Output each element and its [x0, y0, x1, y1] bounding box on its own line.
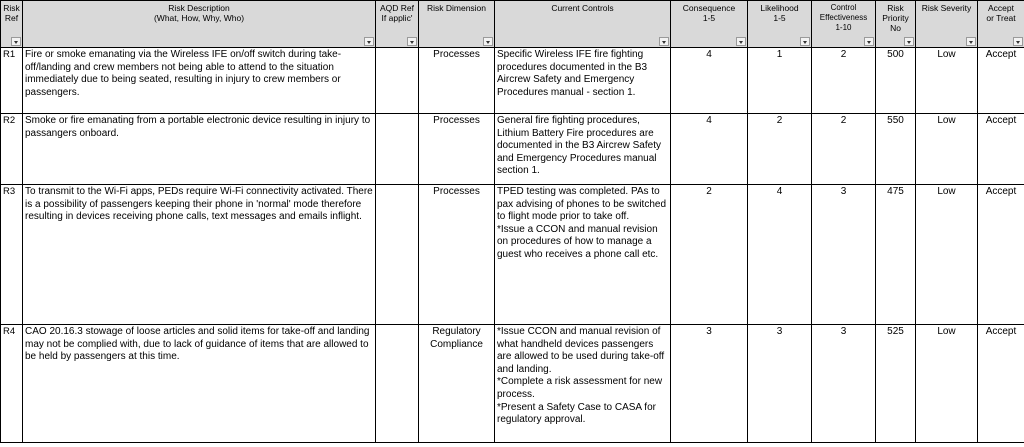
- filter-dropdown-icon[interactable]: [800, 37, 810, 46]
- risk-ref-cell[interactable]: R2: [1, 114, 23, 185]
- accept-or-treat-cell[interactable]: Accept: [978, 48, 1024, 114]
- likelihood-cell[interactable]: 1: [748, 48, 812, 114]
- consequence-cell[interactable]: 4: [671, 48, 748, 114]
- likelihood-cell[interactable]: 2: [748, 114, 812, 185]
- filter-dropdown-icon[interactable]: [483, 37, 493, 46]
- risk-description-cell[interactable]: CAO 20.16.3 stowage of loose articles and solid items for take-off and landing may not be complied with, due to lack of guidance of items that are allowed to be held by passengers at this time.: [23, 325, 376, 443]
- header-control-effectiveness: Control Effectiveness 1-10: [812, 1, 876, 48]
- risk-description-cell[interactable]: Fire or smoke emanating via the Wireless IFE on/off switch during take-off/landing and crew members not being able to attend to the situation immediately due to being seated, resulting in injury to crew members or passengers.: [23, 48, 376, 114]
- filter-dropdown-icon[interactable]: [1013, 37, 1023, 46]
- aqd-ref-cell[interactable]: [376, 185, 419, 325]
- accept-or-treat-cell[interactable]: Accept: [978, 114, 1024, 185]
- table-row: [1, 325, 1024, 443]
- table-row: [1, 114, 1024, 185]
- risk-description-cell[interactable]: To transmit to the Wi-Fi apps, PEDs require Wi-Fi connectivity activated. There is a possibility of passengers keeping their phone in 'normal' mode therefore resulting in devices receiving phone calls, text messages and emails inflight.: [23, 185, 376, 325]
- risk-priority-cell[interactable]: 525: [876, 325, 916, 443]
- header-risk-dimension: Risk Dimension: [419, 1, 495, 48]
- aqd-ref-cell[interactable]: [376, 325, 419, 443]
- risk-ref-cell[interactable]: R3: [1, 185, 23, 325]
- risk-description-cell[interactable]: Smoke or fire emanating from a portable electronic device resulting in injury to passangers onboard.: [23, 114, 376, 185]
- current-controls-cell[interactable]: Specific Wireless IFE fire fighting procedures documented in the B3 Aircrew Safety and Emergency Procedures manual - section 1.: [495, 48, 671, 114]
- control-effectiveness-cell[interactable]: 2: [812, 114, 876, 185]
- header-risk-priority: Risk Priority No: [876, 1, 916, 48]
- risk-dimension-cell[interactable]: Processes: [419, 114, 495, 185]
- control-effectiveness-cell[interactable]: 3: [812, 325, 876, 443]
- likelihood-cell[interactable]: 4: [748, 185, 812, 325]
- filter-dropdown-icon[interactable]: [364, 37, 374, 46]
- consequence-cell[interactable]: 4: [671, 114, 748, 185]
- filter-dropdown-icon[interactable]: [11, 37, 21, 46]
- header-risk-ref: Risk Ref: [1, 1, 23, 48]
- consequence-cell[interactable]: 3: [671, 325, 748, 443]
- control-effectiveness-cell[interactable]: 2: [812, 48, 876, 114]
- table-row: [1, 48, 1024, 114]
- risk-severity-cell[interactable]: Low: [916, 48, 978, 114]
- header-consequence: Consequence 1-5: [671, 1, 748, 48]
- risk-ref-cell[interactable]: R4: [1, 325, 23, 443]
- filter-dropdown-icon[interactable]: [966, 37, 976, 46]
- header-risk-description: Risk Description (What, How, Why, Who): [23, 1, 376, 48]
- header-accept-or-treat: Accept or Treat: [978, 1, 1024, 48]
- current-controls-cell[interactable]: *Issue CCON and manual revision of what handheld devices passengers are allowed to be used during take-off and landing. *Complete a risk assessment for new process. *Present a Safety Case to CASA for regulatory approval.: [495, 325, 671, 443]
- header-current-controls: Current Controls: [495, 1, 671, 48]
- filter-dropdown-icon[interactable]: [659, 37, 669, 46]
- risk-severity-cell[interactable]: Low: [916, 325, 978, 443]
- table-row: [1, 185, 1024, 325]
- consequence-cell[interactable]: 2: [671, 185, 748, 325]
- risk-dimension-cell[interactable]: Processes: [419, 48, 495, 114]
- risk-dimension-cell[interactable]: Processes: [419, 185, 495, 325]
- risk-severity-cell[interactable]: Low: [916, 185, 978, 325]
- header-likelihood: Likelihood 1-5: [748, 1, 812, 48]
- header-risk-severity: Risk Severity: [916, 1, 978, 48]
- header-aqd-ref: AQD Ref If applic': [376, 1, 419, 48]
- control-effectiveness-cell[interactable]: 3: [812, 185, 876, 325]
- aqd-ref-cell[interactable]: [376, 114, 419, 185]
- current-controls-cell[interactable]: TPED testing was completed. PAs to pax advising of phones to be switched to flight mode prior to take off. *Issue a CCON and manual revision on procedures of how to manage a guest who receives a phone call etc.: [495, 185, 671, 325]
- accept-or-treat-cell[interactable]: Accept: [978, 185, 1024, 325]
- filter-dropdown-icon[interactable]: [736, 37, 746, 46]
- header-row: [1, 1, 1024, 48]
- current-controls-cell[interactable]: General fire fighting procedures, Lithium Battery Fire procedures are documented in the B3 Aircrew Safety and Emergency Procedures manual section 1.: [495, 114, 671, 185]
- risk-dimension-cell[interactable]: Regulatory Compliance: [419, 325, 495, 443]
- risk-severity-cell[interactable]: Low: [916, 114, 978, 185]
- risk-priority-cell[interactable]: 550: [876, 114, 916, 185]
- risk-priority-cell[interactable]: 500: [876, 48, 916, 114]
- aqd-ref-cell[interactable]: [376, 48, 419, 114]
- filter-dropdown-icon[interactable]: [407, 37, 417, 46]
- accept-or-treat-cell[interactable]: Accept: [978, 325, 1024, 443]
- risk-priority-cell[interactable]: 475: [876, 185, 916, 325]
- likelihood-cell[interactable]: 3: [748, 325, 812, 443]
- risk-ref-cell[interactable]: R1: [1, 48, 23, 114]
- filter-dropdown-icon[interactable]: [904, 37, 914, 46]
- filter-dropdown-icon[interactable]: [864, 37, 874, 46]
